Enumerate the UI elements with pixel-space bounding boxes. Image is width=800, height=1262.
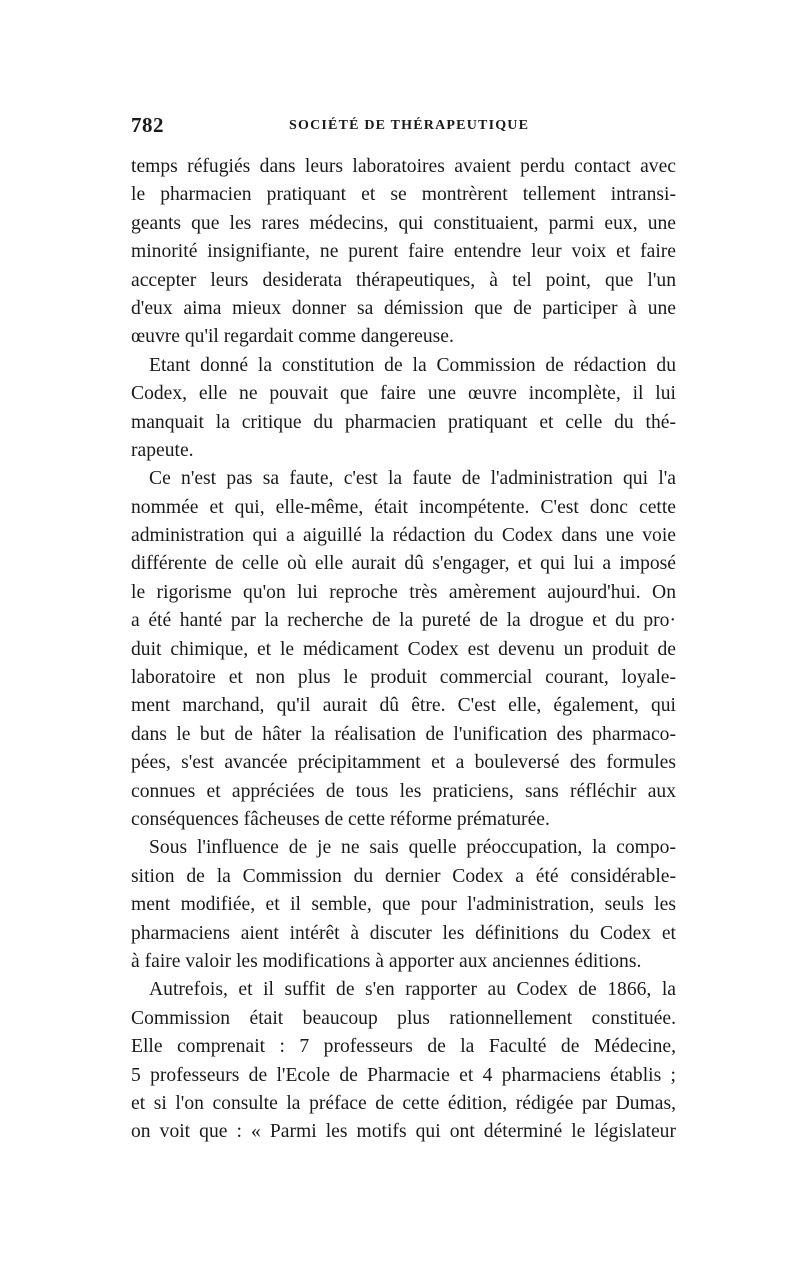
text-line: geants que les rares médecins, qui constituaient, parmi eux, une bbox=[131, 212, 676, 234]
text-line: et si l'on consulte la préface de cette édition, rédigée par Dumas, bbox=[131, 1092, 676, 1114]
text-line: connues et appréciées de tous les praticiens, sans réfléchir aux bbox=[131, 780, 676, 802]
text-line: laboratoire et non plus le produit commercial courant, loyale- bbox=[131, 667, 676, 689]
text-line: Etant donné la constitution de la Commission de rédaction du bbox=[149, 354, 676, 376]
text-line: Ce n'est pas sa faute, c'est la faute de l'administration qui l'a bbox=[149, 468, 676, 490]
text-line: manquait la critique du pharmacien pratiquant et celle du thé- bbox=[131, 411, 676, 433]
text-line: pharmaciens aient intérêt à discuter les définitions du Codex et bbox=[131, 922, 676, 944]
text-line: dans le but de hâter la réalisation de l'unification des pharmaco- bbox=[131, 723, 676, 745]
paragraph bbox=[131, 352, 676, 466]
text-line: 5 professeurs de l'Ecole de Pharmacie et 4 pharmaciens établis ; bbox=[131, 1064, 676, 1086]
text-line: pées, s'est avancée précipitamment et a bouleversé des formules bbox=[131, 752, 676, 774]
text-line: on voit que : « Parmi les motifs qui ont déterminé le législateur bbox=[131, 1121, 676, 1143]
text-line: Commission était beaucoup plus rationnellement constituée. bbox=[131, 1007, 676, 1029]
text-line: accepter leurs desiderata thérapeutiques, à tel point, que l'un bbox=[131, 269, 676, 291]
page-number: 782 bbox=[131, 113, 164, 137]
text-line: ment modifiée, et il semble, que pour l'administration, seuls les bbox=[131, 894, 676, 916]
paragraph bbox=[131, 834, 676, 976]
text-line: le rigorisme qu'on lui reproche très amèrement aujourd'hui. On bbox=[131, 581, 676, 603]
text-line: administration qui a aiguillé la rédaction du Codex dans une voie bbox=[131, 525, 676, 547]
text-line: différente de celle où elle aurait dû s'engager, et qui lui a imposé bbox=[131, 553, 676, 575]
text-line: sition de la Commission du dernier Codex a été considérable- bbox=[131, 865, 676, 887]
running-title: SOCIÉTÉ DE THÉRAPEUTIQUE bbox=[289, 118, 530, 133]
paragraph bbox=[131, 465, 676, 834]
text-line: Sous l'influence de je ne sais quelle préoccupation, la compo- bbox=[149, 837, 676, 859]
text-line: le pharmacien pratiquant et se montrèrent tellement intransi- bbox=[131, 184, 676, 206]
paragraph bbox=[131, 976, 676, 1146]
text-line: Autrefois, et il suffit de s'en rapporter au Codex de 1866, la bbox=[149, 979, 676, 1001]
page-header bbox=[131, 113, 676, 143]
text-line: ment marchand, qu'il aurait dû être. C'est elle, également, qui bbox=[131, 695, 676, 717]
text-line: minorité insignifiante, ne purent faire entendre leur voix et faire bbox=[131, 241, 676, 263]
text-line: nommée et qui, elle-même, était incompétente. C'est donc cette bbox=[131, 496, 676, 518]
text-line: temps réfugiés dans leurs laboratoires avaient perdu contact avec bbox=[131, 156, 676, 177]
text-line: Codex, elle ne pouvait que faire une œuvre incomplète, il lui bbox=[131, 383, 676, 405]
text-line: a été hanté par la recherche de la pureté de la drogue et du pro· bbox=[131, 610, 676, 632]
body-text bbox=[131, 153, 676, 1147]
text-line: à faire valoir les modifications à apporter aux anciennes éditions. bbox=[131, 950, 642, 972]
text-line: conséquences fâcheuses de cette réforme prématurée. bbox=[131, 808, 550, 830]
text-line: rapeute. bbox=[131, 439, 194, 461]
paragraph bbox=[131, 153, 676, 352]
text-line: œuvre qu'il regardait comme dangereuse. bbox=[131, 326, 454, 348]
text-line: Elle comprenait : 7 professeurs de la Faculté de Médecine, bbox=[131, 1036, 676, 1058]
text-line: duit chimique, et le médicament Codex est devenu un produit de bbox=[131, 638, 676, 660]
text-line: d'eux aima mieux donner sa démission que de participer à une bbox=[131, 297, 676, 319]
